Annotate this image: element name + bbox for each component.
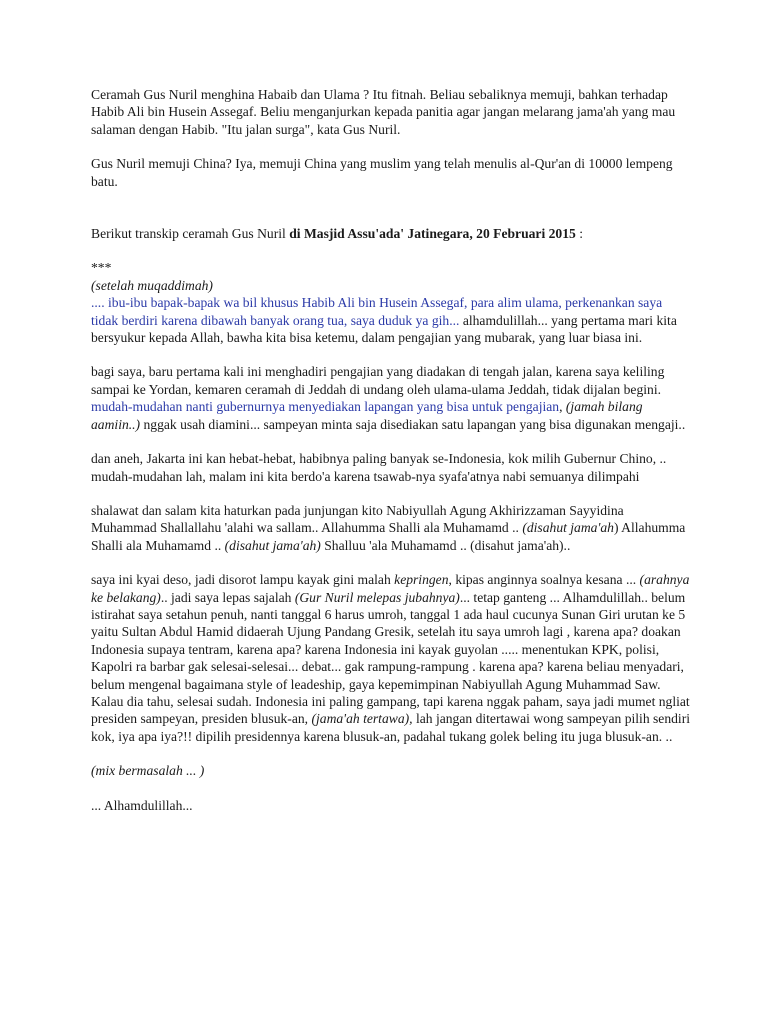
paragraph-china: Gus Nuril memuji China? Iya, memuji China yang muslim yang telah menulis al-Qur'an di 10000 lempeng batu. [91, 156, 673, 189]
paragraph-pengajian [91, 363, 691, 433]
note-mix: (mix bermasalah ... ) [91, 763, 205, 779]
paragraph-jakarta: dan aneh, Jakarta ini kan hebat-hebat, habibnya paling banyak se-Indonesia, kok milih Gubernur Chino, .. mudah-mudahan lah, malam ini kita berdo'a karena tsawab-nya syafa'atnya nabi semuanya dilimpahi [91, 451, 667, 484]
text-segment: .. jadi saya lepas sajalah [160, 589, 295, 605]
paragraph-shalawat [91, 502, 691, 554]
audience-note: (jama'ah tertawa), [311, 711, 413, 727]
separator-stars: *** [91, 260, 112, 276]
highlight-blue: mudah-mudahan nanti gubernurnya menyediakan lapangan yang bisa untuk pengajian [91, 399, 560, 415]
audience-note: (jamah bilang aamiin..) [91, 399, 643, 432]
text-segment: , kipas anginnya soalnya kesana ... [448, 572, 640, 588]
text-segment: Shalluu 'ala Muhamamd .. (disahut jama'ah).. [320, 537, 571, 553]
text-segment: saya ini kyai deso, jadi disorot lampu kayak gini malah [91, 572, 395, 588]
text-segment: bagi saya, baru pertama kali ini menghadiri pengajian yang diadakan di tengah jalan, karena saya keliling sampai ke Yordan, kemaren ceramah di Jeddah di undang oleh ulama-ulama Jeddah, tidak dijalan begini. [91, 364, 665, 397]
location-date: di Masjid Assu'ada' Jatinegara, 20 Februari 2015 [289, 226, 576, 242]
stage-note: (arahnya ke belakang) [91, 572, 690, 605]
paragraph-greeting [91, 294, 691, 346]
note-muqaddimah: (setelah muqaddimah) [91, 277, 213, 293]
text-segment: ) Allahumma Shalli ala Muhamamd .. [91, 520, 686, 553]
text-segment: lah jangan ditertawai wong sampeyan pilih sendiri kok, iya apa iya?!! dipilih presidennya karena blusuk-an, padahal tukang golek beling itu juga blusuk-an. .. [91, 711, 691, 744]
stage-note: (Gur Nuril melepas jubahnya) [294, 589, 460, 605]
text-segment: ... tetap ganteng ... Alhamdulillah.. belum istirahat saya setahun penuh, nanti tanggal 6 harus umroh, tanggal 1 ada haul cucunya Sunan Giri urutan ke 5 yaitu Sultan Abdul Hamid didaerah Ujung Pandang Gresik, setelah itu saya umroh lagi , karena apa? doakan Indonesia supaya tentram, karena apa? karena Indonesia ini kayak guyolan ..... menentukan KPK, polisi, Kapolri ra barbar gak selesai-selesai... debat... gak rampung-rampung . karena apa? karena beliau menyadari, belum mengenal bagaimana style of leadeship, gaya kepemimpinan Nabiyullah Agung Muhammad Saw. Kalau dia tahu, selesai sudah. Indonesia ini paling gampang, tapi karena nggak paham, saya jadi mumet ngliat presiden sampeyan, presiden blusuk-an, [91, 589, 690, 727]
text-segment: shalawat dan salam kita haturkan pada junjungan kito Nabiyullah Agung Akhirizzaman Sayyidina Muhammad Shallallahu 'alahi wa sallam.. Allahumma Shalli ala Muhamamd .. [91, 502, 624, 536]
text-segment: : [575, 226, 584, 242]
text-segment: alhamdulillah... yang pertama mari kita bersyukur kepada Allah, bawha kita bisa ketemu, dalam pengajian yang mubarak, yang luar biasa ini. [91, 312, 677, 346]
document-body [91, 86, 691, 814]
greeting-blue: .... ibu-ibu bapak-bapak wa bil khusus Habib Ali bin Husein Assegaf, para alim ulama, perkenankan saya tidak berdiri karena dibawah banyak orang tua, saya duduk ya gih... [91, 295, 663, 328]
paragraph-closing: ... Alhamdulillah... [91, 797, 193, 813]
paragraph-transcript-intro [91, 225, 691, 242]
audience-note: (disahut jama'ah [522, 520, 614, 536]
italic-word: kepringen [394, 572, 449, 588]
paragraph-kyai-deso [91, 571, 691, 745]
paragraph-intro: Ceramah Gus Nuril menghina Habaib dan Ulama ? Itu fitnah. Beliau sebaliknya memuji, bahkan terhadap Habib Ali bin Husein Assegaf. Beliu menganjurkan kepada panitia agar jangan melarang jama'ah yang mau salaman dengan Habib. "Itu jalan surga", kata Gus Nuril. [91, 87, 676, 137]
audience-note: (disahut jama'ah) [224, 537, 321, 553]
text-segment: , [559, 399, 566, 415]
text-segment: Berikut transkip ceramah Gus Nuril [91, 226, 290, 242]
text-segment: nggak usah diamini... sampeyan minta saja disediakan satu lapangan yang bisa digunakan mengaji.. [140, 416, 686, 432]
